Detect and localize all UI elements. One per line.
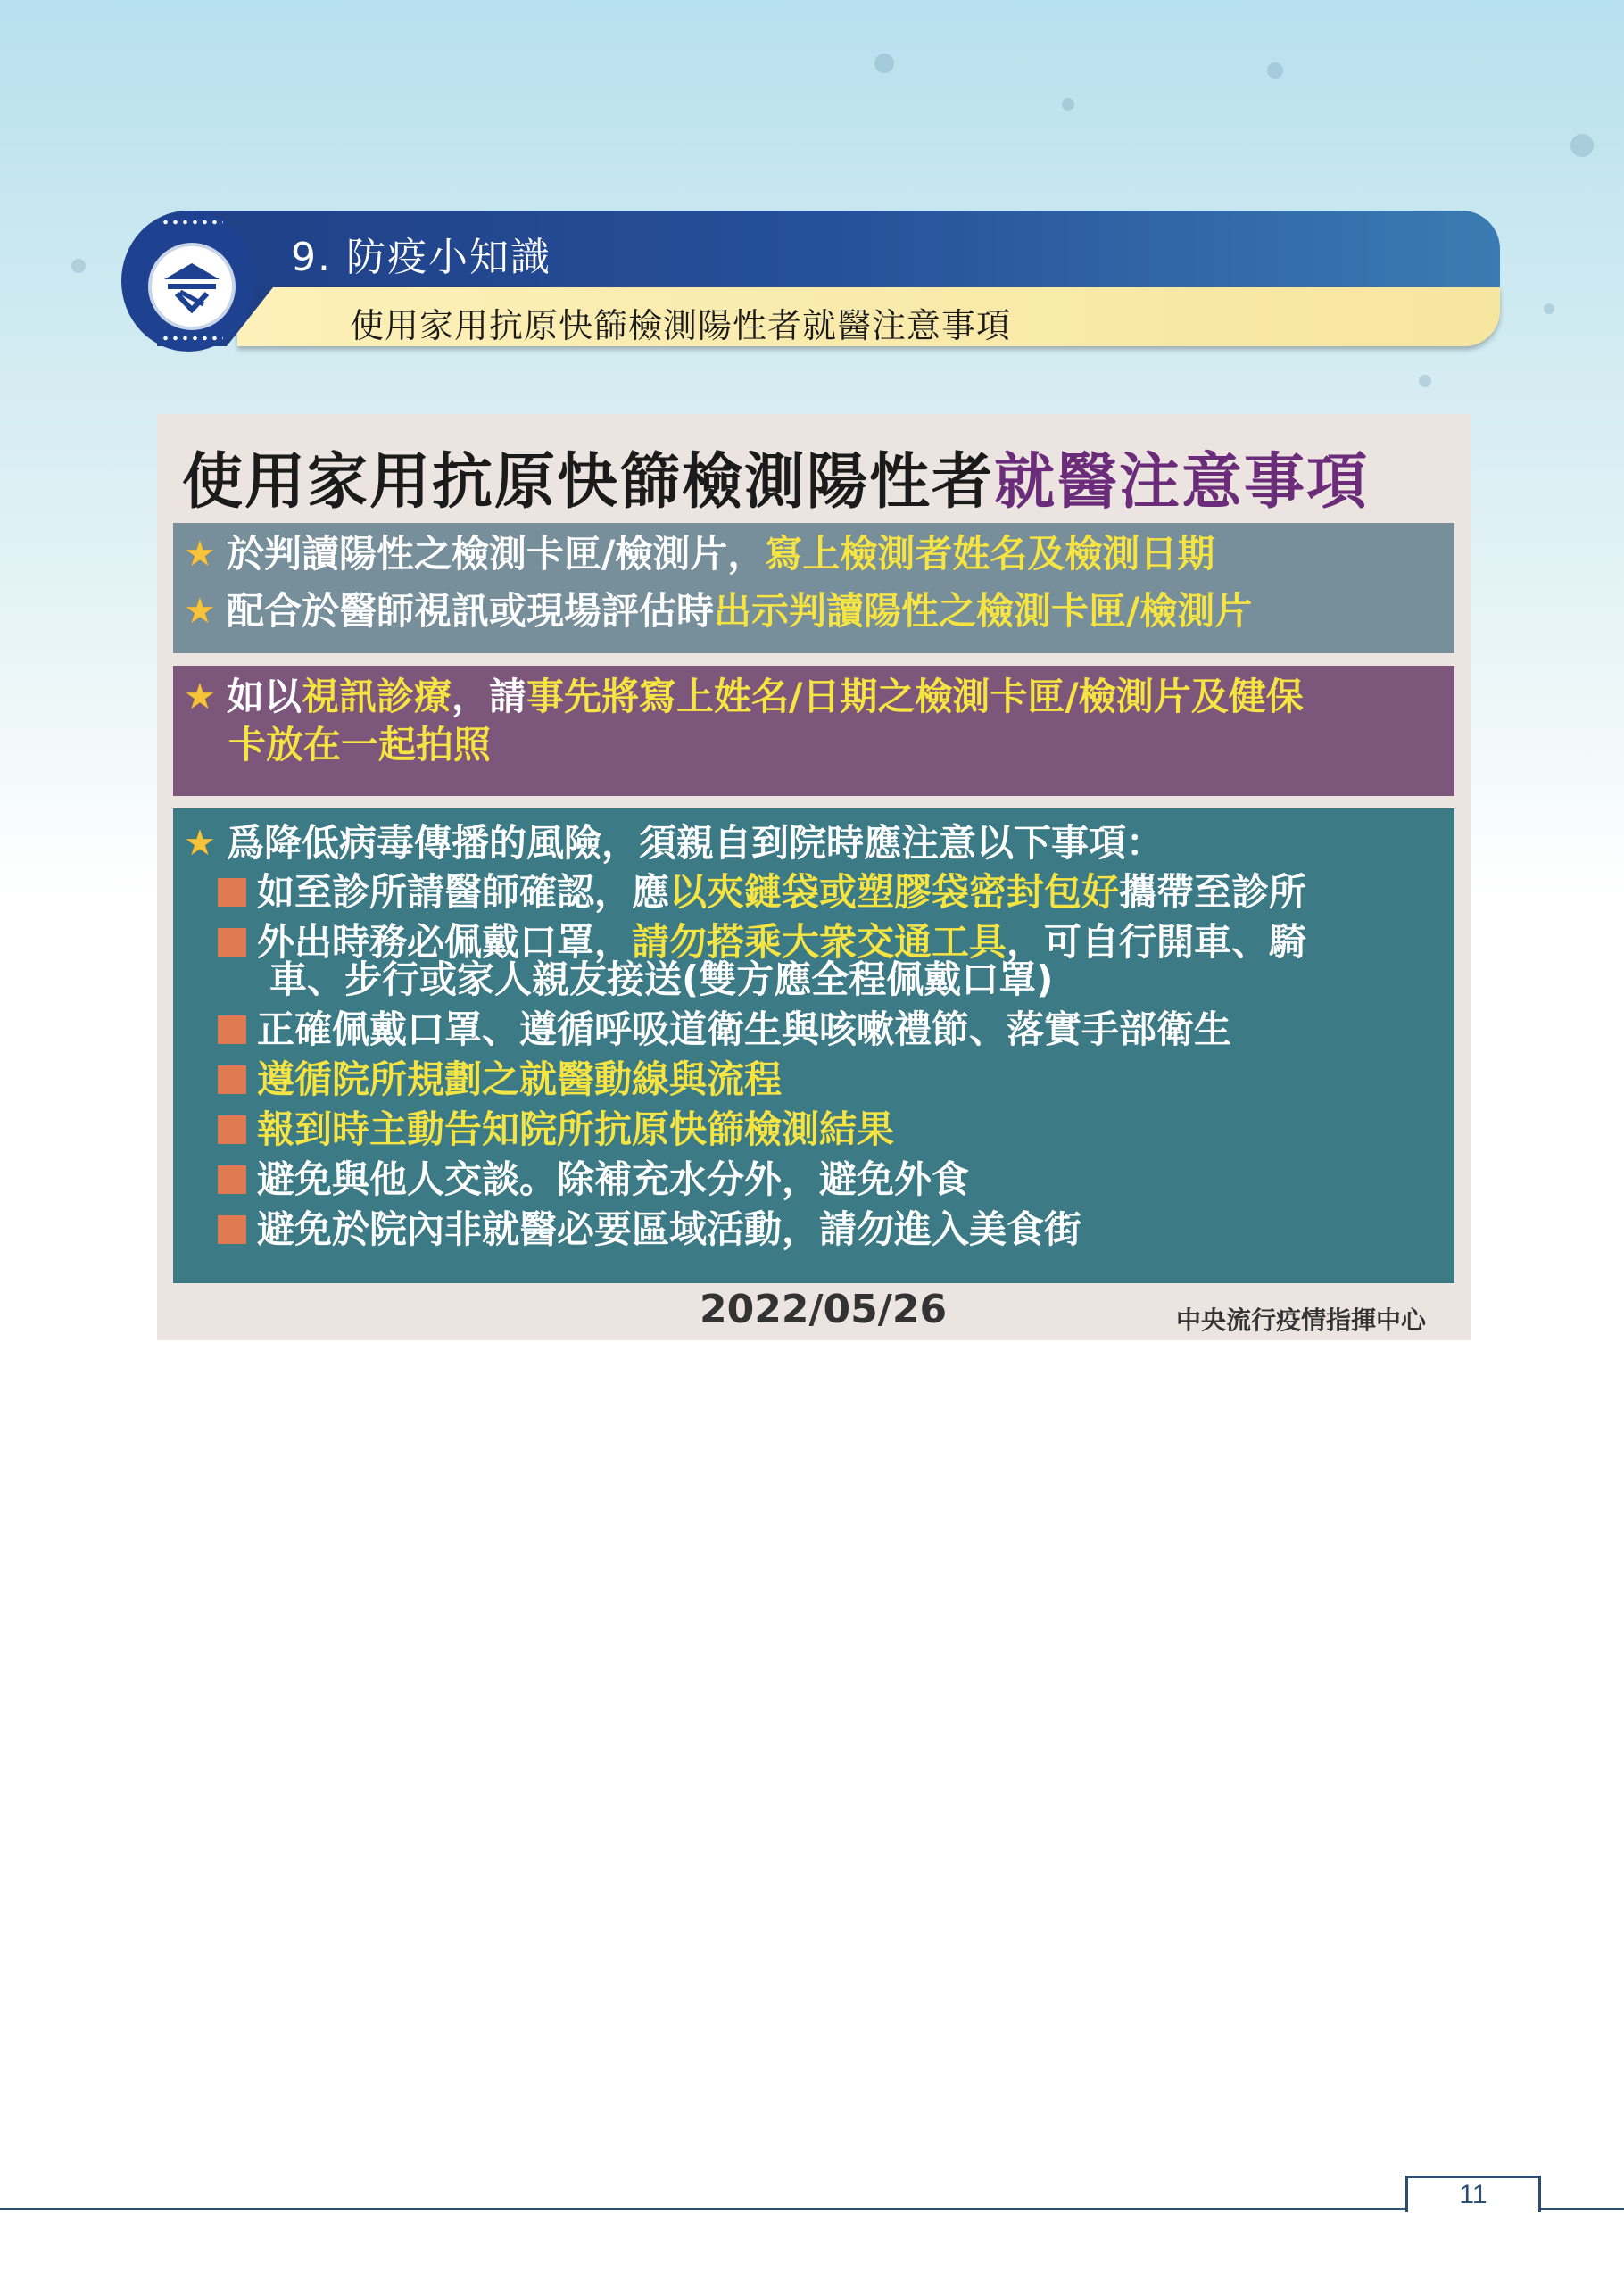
star-icon: ★ (184, 591, 216, 632)
cdc-emblem-icon (148, 243, 236, 330)
item2-text-a: 外出時務必佩戴口罩， (257, 920, 633, 964)
decor-dot (1544, 303, 1554, 314)
info-box-cassette (173, 523, 1454, 653)
decor-dot (1267, 62, 1283, 79)
box2-line2: 卡放在一起拍照 (228, 723, 492, 767)
item1-text-c: 攜帶至診所 (1119, 870, 1307, 914)
publish-date: 2022/05/26 (700, 1287, 948, 1332)
section-banner (121, 211, 1500, 352)
item4-text: 遵循院所規劃之就醫動線與流程 (257, 1057, 783, 1101)
item7-text: 避免於院內非就醫必要區域活動，請勿進入美食街 (257, 1207, 1082, 1251)
section-title: 9. 防疫小知識 (291, 235, 551, 280)
star-icon: ★ (184, 676, 216, 717)
box3-intro (184, 819, 1444, 867)
box2-line1-text-a: 如以 (227, 675, 302, 718)
box2-line1 (184, 673, 1444, 721)
box2-line1-text-b: ，請 (452, 675, 527, 718)
list-item (184, 867, 1444, 917)
list-item (184, 1205, 1444, 1255)
decor-dot (1419, 375, 1431, 387)
square-bullet-icon (218, 928, 246, 957)
item2-highlight: 請勿搭乘大衆交通工具 (632, 920, 1007, 964)
emblem (121, 211, 255, 352)
decor-dot (71, 259, 86, 273)
list-item (184, 1105, 1444, 1155)
item2-text-c: ，可自行開車、騎 (1007, 920, 1307, 964)
box1-line2 (184, 587, 1444, 635)
organization-name: 中央流行疫情指揮中心 (1176, 1305, 1427, 1335)
info-box-telemedicine (173, 666, 1454, 796)
card-title-highlight: 就醫注意事項 (994, 447, 1370, 518)
list-item (184, 1005, 1444, 1055)
star-icon: ★ (184, 823, 216, 864)
info-box-in-person (173, 808, 1454, 1283)
item3-text: 正確佩戴口罩、遵循呼吸道衛生與咳嗽禮節、落實手部衛生 (257, 1007, 1232, 1051)
item2-continuation: 車、步行或家人親友接送(雙方應全程佩戴口罩) (269, 957, 1054, 1001)
item1-text-a: 如至診所請醫師確認，應 (257, 870, 670, 914)
square-bullet-icon (218, 1115, 246, 1144)
square-bullet-icon (218, 1165, 246, 1194)
box1-line2-highlight: 出示判讀陽性之檢測卡匣/檢測片 (714, 589, 1253, 633)
page-number: 11 (1459, 2180, 1487, 2209)
footer-rule (0, 2208, 1624, 2210)
item6-text: 避免與他人交談。除補充水分外，避免外食 (257, 1157, 970, 1201)
page-number-tab (1405, 2176, 1541, 2212)
square-bullet-icon (218, 1065, 246, 1094)
item1-highlight: 以夾鏈袋或塑膠袋密封包好 (669, 870, 1120, 914)
emblem-mark-icon (161, 260, 223, 313)
section-subtitle: 使用家用抗原快篩檢測陽性者就醫注意事項 (350, 306, 1012, 345)
star-icon: ★ (184, 534, 216, 575)
list-item (184, 1055, 1444, 1105)
decor-dot (1062, 98, 1074, 111)
decor-dot (874, 54, 894, 73)
box2-line1-highlight-a: 視訊診療 (302, 675, 452, 718)
emblem-dots (161, 220, 223, 225)
square-bullet-icon (218, 1215, 246, 1244)
decor-dot (1570, 134, 1594, 157)
emblem-dots (161, 336, 223, 341)
list-item (184, 1155, 1444, 1205)
infographic-card (157, 414, 1471, 1340)
square-bullet-icon (218, 878, 246, 907)
box1-line1-highlight: 寫上檢測者姓名及檢測日期 (765, 532, 1215, 576)
box2-line1-highlight-b: 事先將寫上姓名/日期之檢測卡匣/檢測片及健保 (526, 675, 1304, 718)
card-title (182, 434, 1369, 520)
card-title-main: 使用家用抗原快篩檢測陽性者 (182, 447, 995, 518)
box1-line1 (184, 530, 1444, 578)
square-bullet-icon (218, 1015, 246, 1044)
box1-line1-text: 於判讀陽性之檢測卡匣/檢測片， (227, 532, 766, 576)
box1-line2-text: 配合於醫師視訊或現場評估時 (227, 589, 715, 633)
item5-text: 報到時主動告知院所抗原快篩檢測結果 (257, 1107, 895, 1151)
box3-intro-text: 爲降低病毒傳播的風險，須親自到院時應注意以下事項： (227, 821, 1164, 865)
